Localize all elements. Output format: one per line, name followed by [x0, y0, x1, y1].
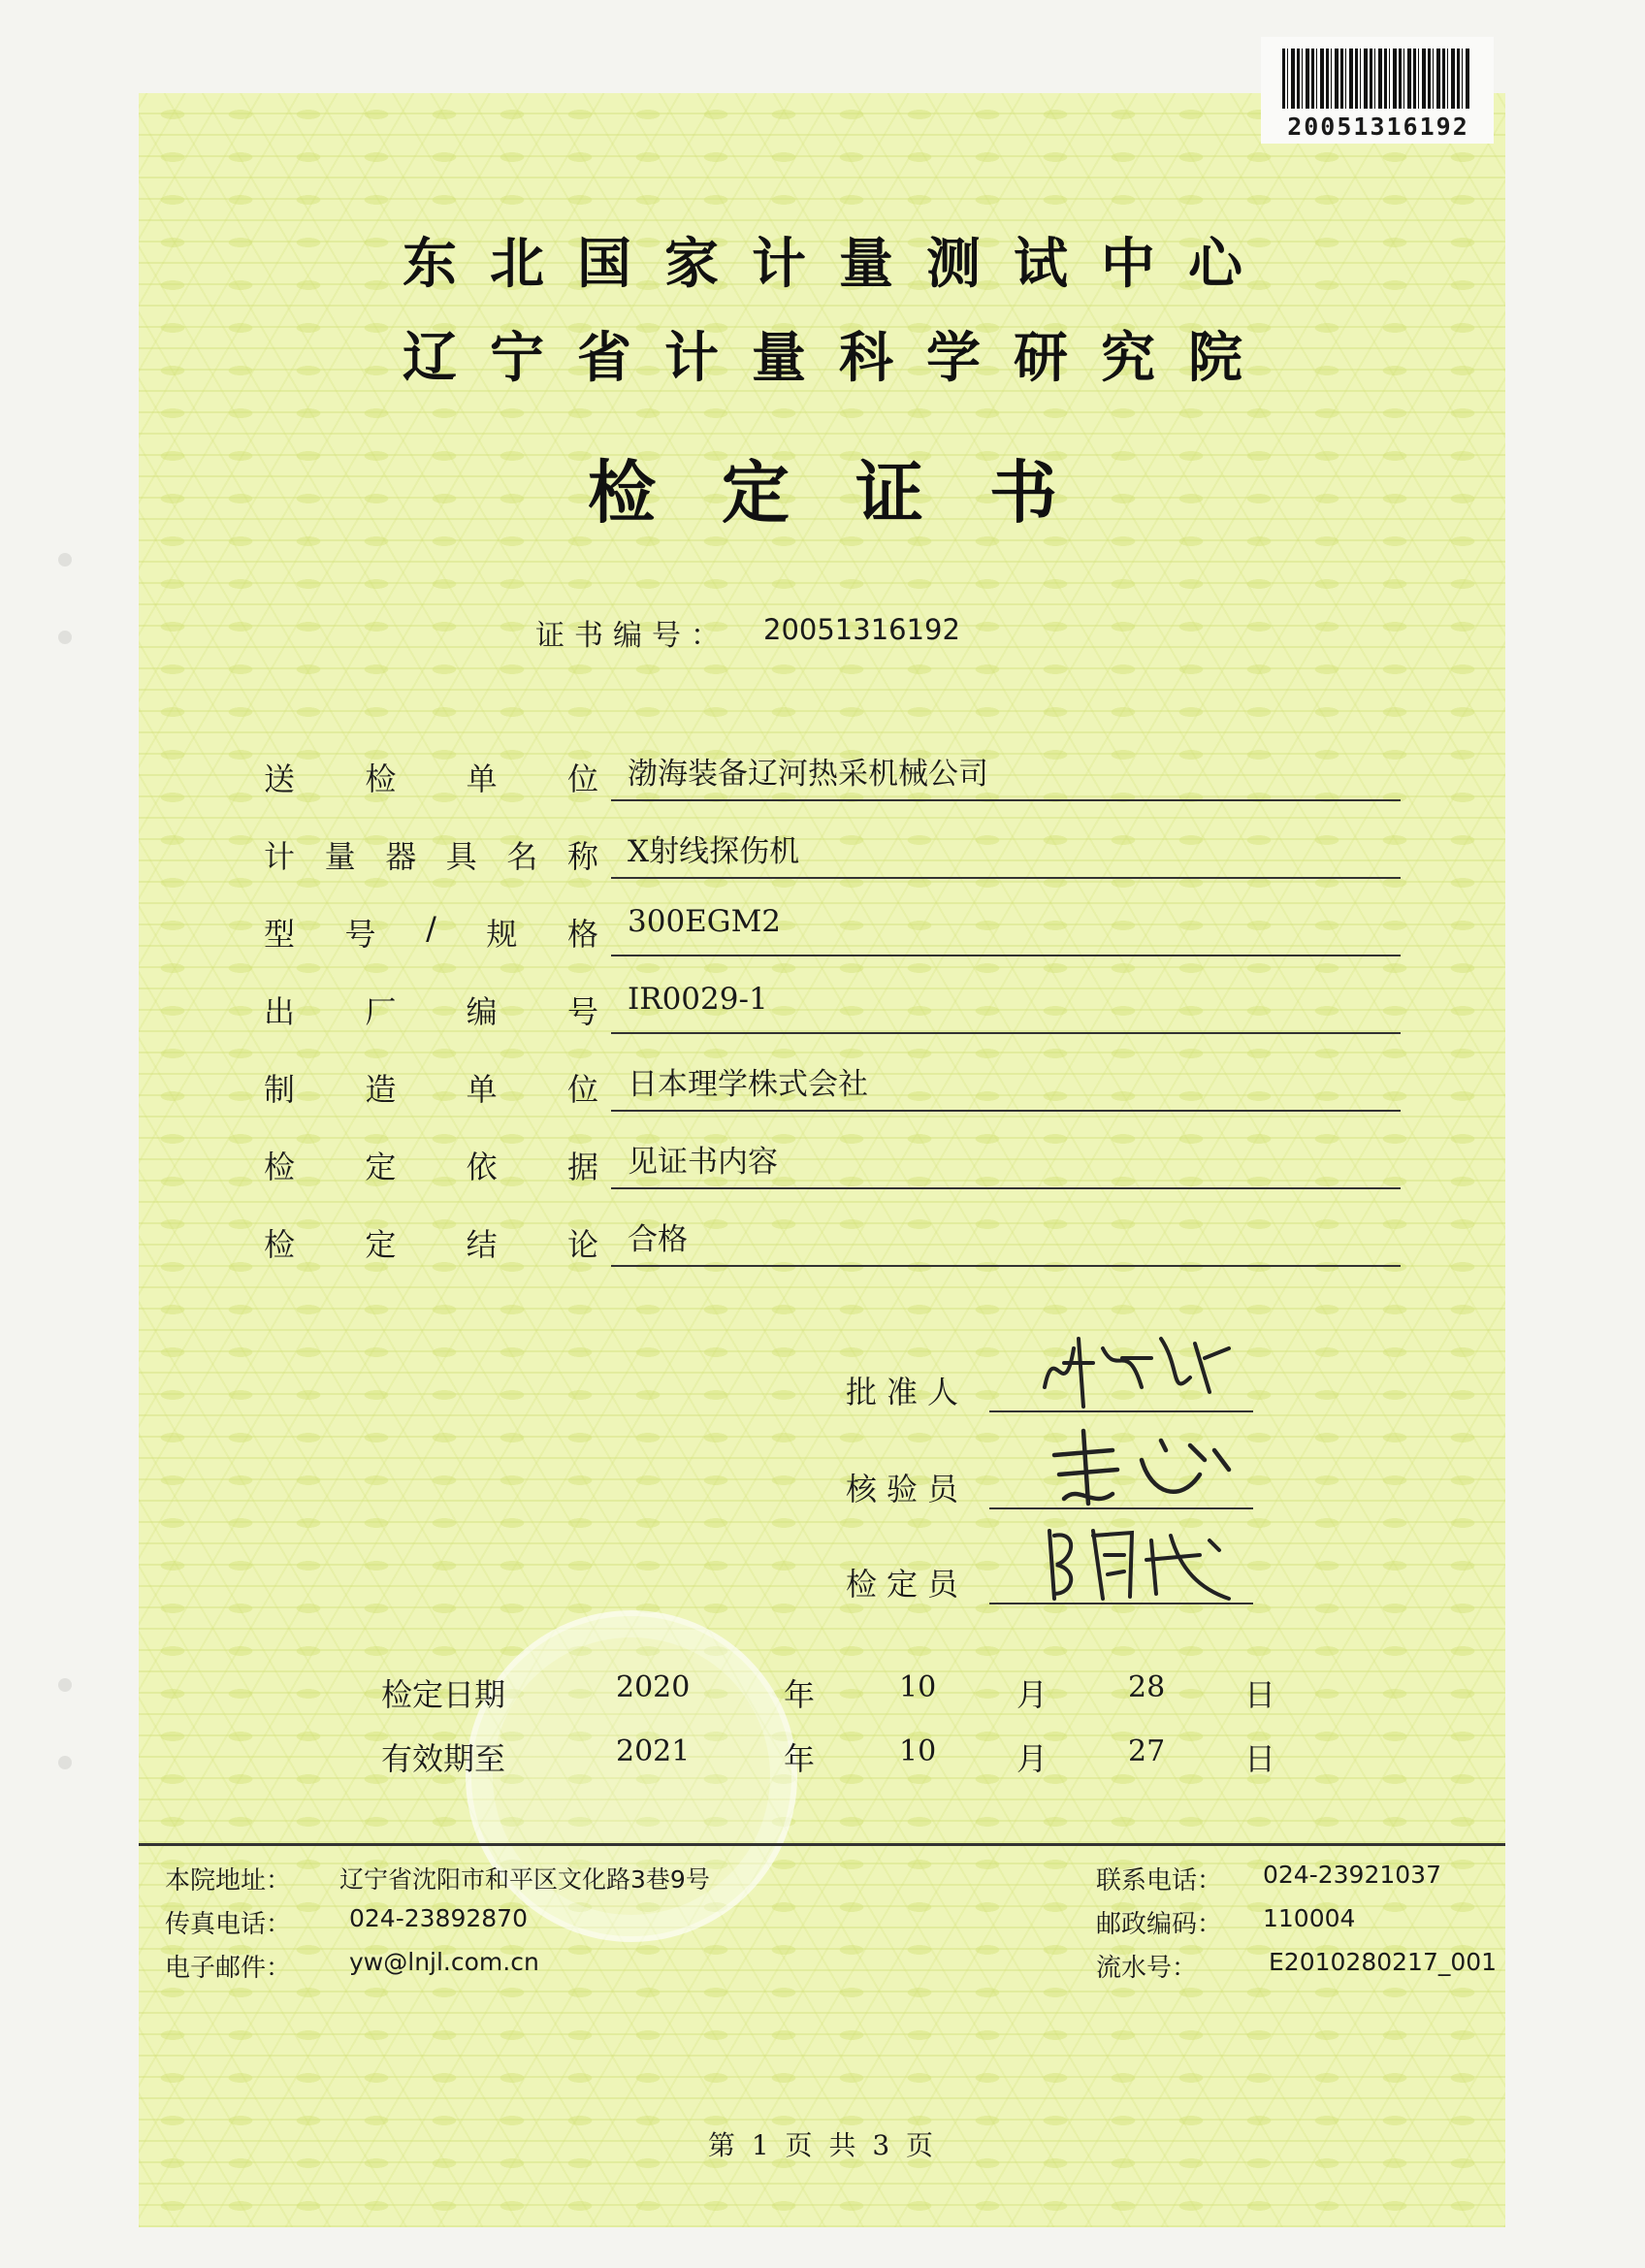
year-unit: 年 — [784, 1740, 816, 1777]
handwritten-signature — [1035, 1319, 1258, 1416]
field-value: 渤海装备辽河热采机械公司 — [628, 757, 988, 792]
label-char: 论 — [566, 1226, 598, 1263]
signature-label: 核验员 — [846, 1471, 969, 1507]
label-char: 单 — [466, 761, 498, 797]
label-char: 称 — [566, 838, 598, 875]
label-char: 定 — [365, 1149, 397, 1185]
verify-month: 10 — [899, 1670, 937, 1704]
barcode-number: 20051316192 — [1287, 113, 1469, 141]
field-value: 合格 — [628, 1222, 688, 1257]
serial-value: E2010280217_001 — [1269, 1948, 1498, 1976]
label-char: 送 — [264, 761, 296, 797]
label-char: 名 — [506, 838, 538, 875]
valid-date-row — [381, 1734, 1332, 1783]
email-value: yw@lnjl.com.cn — [349, 1948, 539, 1976]
serial-label: 流水号： — [1096, 1954, 1198, 1983]
label-char: 器 — [385, 838, 417, 875]
field-label — [264, 1065, 598, 1110]
underline — [611, 1032, 1401, 1034]
field-row-serial — [264, 982, 1401, 1046]
fax-label: 传真电话： — [165, 1910, 292, 1939]
field-label — [264, 1220, 598, 1265]
org-name-2: 辽宁省计量科学研究院 — [403, 327, 1275, 390]
email-label: 电子邮件： — [165, 1954, 292, 1983]
label-char: 号 — [566, 993, 598, 1030]
label-char: 据 — [566, 1149, 598, 1185]
label-char: 厂 — [365, 993, 397, 1030]
barcode-bars — [1282, 49, 1471, 109]
address-value: 辽宁省沈阳市和平区文化路3巷9号 — [339, 1865, 710, 1894]
field-row-instrument-name — [264, 832, 1401, 891]
field-row-conclusion — [264, 1220, 1401, 1279]
verify-date-label: 检定日期 — [381, 1676, 506, 1713]
signature-approver — [846, 1348, 1253, 1426]
verify-day: 28 — [1128, 1670, 1166, 1704]
underline — [611, 799, 1401, 801]
field-value: IR0029-1 — [628, 982, 768, 1017]
punch-hole — [58, 1678, 72, 1692]
certificate-no-label: 证书编号： — [535, 619, 729, 653]
label-char: 制 — [264, 1071, 296, 1108]
postcode-value: 110004 — [1263, 1904, 1356, 1932]
day-unit: 日 — [1244, 1740, 1276, 1777]
valid-day: 27 — [1128, 1734, 1166, 1768]
label-char: 位 — [566, 761, 598, 797]
phone-value: 024-23921037 — [1263, 1861, 1441, 1889]
label-char: 型 — [264, 916, 296, 953]
address-label: 本院地址： — [165, 1866, 292, 1895]
field-row-submitter — [264, 755, 1401, 813]
field-row-manufacturer — [264, 1065, 1401, 1123]
punch-hole — [58, 553, 72, 567]
field-label — [264, 910, 598, 955]
label-char: 出 — [264, 993, 296, 1030]
page-number: 第 1 页 共 3 页 — [707, 2129, 938, 2161]
label-char: 检 — [264, 1226, 296, 1263]
underline — [611, 1110, 1401, 1112]
label-char: 量 — [324, 838, 356, 875]
field-label — [264, 988, 598, 1032]
label-char: 号 — [344, 916, 376, 953]
label-char: 检 — [264, 1149, 296, 1185]
verify-date-row — [381, 1670, 1332, 1719]
phone-label: 联系电话： — [1096, 1866, 1223, 1895]
fax-value: 024-23892870 — [349, 1904, 528, 1932]
label-char: 检 — [365, 761, 397, 797]
verify-year: 2020 — [616, 1670, 691, 1704]
handwritten-signature — [1035, 1416, 1258, 1513]
label-char: 格 — [566, 916, 598, 953]
field-value: 日本理学株式会社 — [628, 1067, 868, 1102]
postcode-label: 邮政编码： — [1096, 1910, 1223, 1939]
field-row-basis — [264, 1143, 1401, 1201]
signature-label: 批准人 — [846, 1374, 969, 1410]
field-row-model — [264, 904, 1401, 968]
field-value: 300EGM2 — [628, 904, 782, 939]
year-unit: 年 — [784, 1676, 816, 1713]
label-char: / — [426, 910, 436, 947]
label-char: 结 — [466, 1226, 498, 1263]
day-unit: 日 — [1244, 1676, 1276, 1713]
document-title: 检定证书 — [588, 453, 1123, 533]
label-char: 位 — [566, 1071, 598, 1108]
valid-date-label: 有效期至 — [381, 1740, 506, 1777]
valid-month: 10 — [899, 1734, 937, 1768]
underline — [611, 1265, 1401, 1267]
field-label — [264, 832, 598, 877]
underline — [611, 1187, 1401, 1189]
field-label — [264, 1143, 598, 1187]
label-char: 造 — [365, 1071, 397, 1108]
field-value: 见证书内容 — [628, 1145, 778, 1180]
certificate-no-value: 20051316192 — [763, 613, 960, 646]
label-char: 依 — [466, 1149, 498, 1185]
label-char: 定 — [365, 1226, 397, 1263]
org-name-1: 东北国家计量测试中心 — [403, 233, 1275, 296]
month-unit: 月 — [1016, 1676, 1048, 1713]
punch-hole — [58, 1756, 72, 1769]
underline — [611, 955, 1401, 956]
punch-hole — [58, 631, 72, 644]
field-value: X射线探伤机 — [628, 834, 800, 869]
handwritten-signature — [1035, 1511, 1258, 1608]
valid-year: 2021 — [616, 1734, 691, 1768]
label-char: 单 — [466, 1071, 498, 1108]
label-char: 计 — [264, 838, 296, 875]
label-char: 规 — [486, 916, 518, 953]
label-char: 编 — [466, 993, 498, 1030]
barcode — [1261, 37, 1494, 144]
label-char: 具 — [445, 838, 477, 875]
footer-divider — [139, 1843, 1505, 1846]
month-unit: 月 — [1016, 1740, 1048, 1777]
field-label — [264, 755, 598, 799]
signature-label: 检定员 — [846, 1566, 969, 1603]
signature-verifier — [846, 1540, 1253, 1618]
underline — [611, 877, 1401, 879]
